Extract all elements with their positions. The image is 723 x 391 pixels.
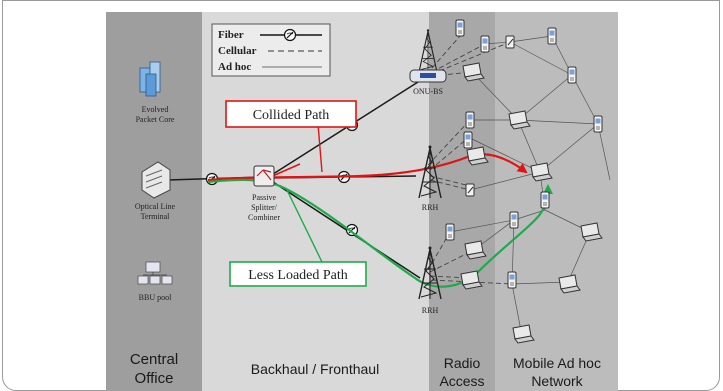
- onu-bs-label: ONU-BS: [413, 87, 443, 96]
- legend-fiber-coupler-icon: [285, 30, 296, 41]
- phone-icon: [456, 20, 464, 36]
- splitter-label-line3: Combiner: [248, 213, 280, 222]
- phone-icon: [508, 272, 516, 288]
- splitter-label-line2: Splitter/: [251, 203, 277, 212]
- collided-path-label: Collided Path: [252, 108, 330, 123]
- zone-adhoc-label-line2: Network: [531, 373, 583, 389]
- phone-icon: [481, 36, 489, 52]
- epc-label-line1: Evolved: [141, 105, 169, 114]
- phone-icon: [446, 224, 454, 240]
- zone-adhoc-label-line1: Mobile Ad hoc: [513, 355, 601, 371]
- onu-bs-box-icon: [410, 70, 446, 82]
- phone-icon: [594, 116, 602, 132]
- olt-label-line2: Terminal: [140, 212, 170, 221]
- mobile-adhoc-zone: [495, 12, 618, 391]
- olt-label-line1: Optical Line: [134, 202, 176, 211]
- passive-splitter-icon: [254, 166, 274, 186]
- phone-icon: [541, 192, 549, 208]
- pda-icon: [506, 36, 514, 48]
- zone-radio-label-line2: Access: [439, 373, 485, 389]
- legend-adhoc-label: Ad hoc: [218, 61, 252, 73]
- phone-icon: [568, 67, 576, 83]
- phone-icon: [548, 28, 556, 44]
- zone-backhaul-label: Backhaul / Fronthaul: [250, 361, 380, 377]
- epc-label-line2: Packet Core: [135, 115, 175, 124]
- legend-cellular-label: Cellular: [218, 45, 257, 57]
- bbu-label: BBU pool: [138, 293, 172, 302]
- rrh-top-label: RRH: [421, 203, 439, 212]
- phone-icon: [464, 132, 472, 148]
- zone-central-label-line1: Central: [129, 351, 179, 368]
- rrh-bottom-label: RRH: [421, 306, 439, 315]
- zone-radio-label-line1: Radio: [443, 355, 481, 371]
- pda-icon: [466, 184, 474, 196]
- less-loaded-path-label: Less Loaded Path: [248, 268, 348, 283]
- phone-icon: [510, 212, 518, 228]
- splitter-label-line1: Passive: [252, 193, 276, 202]
- legend: [212, 24, 330, 76]
- radio-access-zone: [429, 12, 495, 391]
- legend-fiber-label: Fiber: [218, 29, 244, 41]
- phone-icon: [466, 112, 474, 128]
- zone-central-label-line2: Office: [134, 370, 174, 387]
